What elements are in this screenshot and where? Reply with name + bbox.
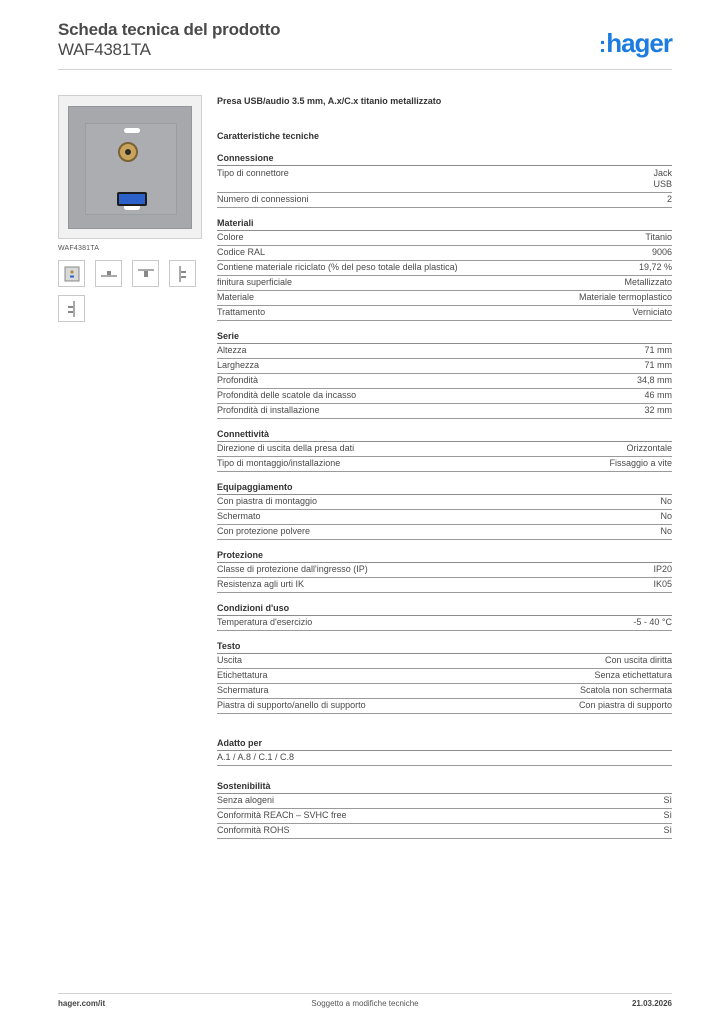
spec-label: Tipo di connettore (217, 167, 289, 178)
spec-value: Con piastra di supporto (578, 700, 672, 710)
spec-label: Tipo di montaggio/installazione (217, 458, 341, 468)
cover-plate (68, 106, 192, 229)
section-title: Equipaggiamento (217, 481, 672, 495)
product-front-icon[interactable] (58, 260, 85, 287)
spec-row (217, 166, 672, 193)
spec-label: Colore (217, 232, 244, 242)
spec-label: Piastra di supporto/anello di supporto (217, 700, 366, 710)
spec-row (217, 525, 672, 540)
spec-label: Conformità ROHS (217, 825, 290, 835)
section-title: Testo (217, 640, 672, 654)
spec-row (217, 578, 672, 593)
product-code: WAF4381TA (58, 40, 151, 59)
spec-row (217, 344, 672, 359)
spec-value-line: USB (653, 179, 672, 189)
spec-label: Senza alogeni (217, 795, 275, 805)
spec-row (217, 374, 672, 389)
spec-label: Uscita (217, 655, 243, 665)
characteristics-title: Caratteristiche tecniche (217, 131, 320, 141)
section-adatto-per (217, 737, 672, 766)
spec-value: Verniciato (632, 307, 672, 317)
spec-value: No (660, 511, 672, 521)
spec-label: finitura superficiale (217, 277, 293, 287)
spec-value: Orizzontale (626, 443, 672, 453)
spec-row (217, 193, 672, 208)
spec-value: IP20 (653, 564, 672, 574)
spec-value: 71 mm (644, 360, 672, 370)
spec-value: Con uscita diritta (604, 655, 672, 665)
spec-row (217, 654, 672, 669)
section-sostenibilita (217, 780, 672, 839)
spec-row (217, 276, 672, 291)
spec-label: Schermato (217, 511, 261, 521)
spec-label: Schermatura (217, 685, 269, 695)
product-media-column (58, 95, 202, 330)
spec-value: No (660, 526, 672, 536)
spec-row (217, 684, 672, 699)
section-connessione (217, 152, 672, 208)
section-materiali (217, 217, 672, 321)
spec-label: Classe di protezione dall'ingresso (IP) (217, 564, 368, 574)
spec-label: Materiale (217, 292, 255, 302)
spec-label: Profondità (217, 375, 259, 385)
spec-label: Codice RAL (217, 247, 266, 257)
section-title: Protezione (217, 549, 672, 563)
spec-row (217, 457, 672, 472)
spec-label: Larghezza (217, 360, 260, 370)
spec-value: Scatola non schermata (579, 685, 672, 695)
page-footer (58, 993, 672, 1011)
spec-value: Materiale termoplastico (578, 292, 672, 302)
spec-value: No (660, 496, 672, 506)
footer-date: 21.03.2026 (631, 999, 672, 1008)
spec-value: 2 (666, 194, 672, 204)
section-title: Adatto per (217, 737, 672, 751)
product-side-2-icon[interactable] (58, 295, 85, 322)
spec-label: Contiene materiale riciclato (% del peso totale della plastica) (217, 262, 458, 272)
spec-value: Fissaggio a vite (609, 458, 672, 468)
spec-row (217, 669, 672, 684)
spec-value-line: Jack (653, 167, 672, 178)
spec-row (217, 616, 672, 631)
product-description: Presa USB/audio 3.5 mm, A.x/C.x titanio metallizzato (217, 96, 442, 106)
section-title: Connessione (217, 152, 672, 166)
product-image (58, 95, 202, 239)
section-title: Sostenibilità (217, 780, 672, 794)
section-equipaggiamento (217, 481, 672, 540)
section-connettivita (217, 428, 672, 472)
spec-row (217, 563, 672, 578)
spec-value: IK05 (653, 579, 672, 589)
spec-value: 19,72 % (638, 262, 672, 272)
spec-row (217, 261, 672, 276)
spec-row (217, 306, 672, 321)
spec-value: Sì (663, 795, 672, 805)
product-bottom-icon[interactable] (95, 260, 122, 287)
spec-row (217, 824, 672, 839)
spec-label: Resistenza agli urti IK (217, 579, 305, 589)
section-title: Connettività (217, 428, 672, 442)
hager-logo (599, 30, 672, 58)
spec-row (217, 809, 672, 824)
footer-note: Soggetto a modifiche tecniche (311, 999, 419, 1008)
spec-value: 32 mm (644, 405, 672, 415)
spec-row (217, 291, 672, 306)
page-title: Scheda tecnica del prodotto (58, 20, 281, 39)
spec-label: Profondità di installazione (217, 405, 320, 415)
page-header (58, 20, 672, 70)
spec-label: Conformità REACh – SVHC free (217, 810, 347, 820)
spec-label: Etichettatura (217, 670, 268, 680)
website-link[interactable]: hager.com/it (58, 999, 106, 1008)
section-serie (217, 330, 672, 419)
spec-label: Con piastra di montaggio (217, 496, 318, 506)
audio-jack-icon (118, 142, 138, 162)
mounting-slot (124, 128, 140, 133)
spec-label: Altezza (217, 345, 247, 355)
spec-label: A.1 / A.8 / C.1 / C.8 (217, 752, 295, 762)
spec-value: -5 - 40 °C (633, 617, 672, 627)
image-caption: WAF4381TA (58, 245, 100, 252)
spec-label: Trattamento (217, 307, 266, 317)
spec-value: Titanio (645, 232, 672, 242)
spec-row (217, 389, 672, 404)
spec-row (217, 442, 672, 457)
thumbnail-list (58, 260, 202, 330)
spec-sheet (217, 95, 672, 839)
spec-value: 34,8 mm (636, 375, 672, 385)
spec-value: Senza etichettatura (594, 670, 672, 680)
spec-row (217, 699, 672, 714)
spec-row (217, 246, 672, 261)
spec-label: Con protezione polvere (217, 526, 311, 536)
section-testo (217, 640, 672, 714)
spec-row (217, 404, 672, 419)
logo-prefix: : (598, 32, 606, 57)
spec-value: 46 mm (644, 390, 672, 400)
spec-value: 9006 (651, 247, 672, 257)
spec-value: Metallizzato (624, 277, 672, 287)
logo-text: hager (606, 28, 672, 58)
spec-row (217, 231, 672, 246)
spec-value: Sì (663, 825, 672, 835)
spec-value: Sì (663, 810, 672, 820)
spec-label: Profondità delle scatole da incasso (217, 390, 357, 400)
product-side-icon[interactable] (169, 260, 196, 287)
spec-row (217, 359, 672, 374)
spec-value (653, 168, 672, 191)
section-title: Condizioni d'uso (217, 602, 672, 616)
section-title: Serie (217, 330, 672, 344)
spec-label: Numero di connessioni (217, 194, 309, 204)
product-top-icon[interactable] (132, 260, 159, 287)
section-protezione (217, 549, 672, 593)
spec-row (217, 794, 672, 809)
spec-row (217, 751, 672, 766)
section-title: Materiali (217, 217, 672, 231)
spec-label: Temperatura d'esercizio (217, 617, 313, 627)
usb-port-icon (117, 192, 147, 206)
section-condizioni (217, 602, 672, 631)
spec-row (217, 495, 672, 510)
spec-row (217, 510, 672, 525)
spec-value: 71 mm (644, 345, 672, 355)
spec-label: Direzione di uscita della presa dati (217, 443, 355, 453)
